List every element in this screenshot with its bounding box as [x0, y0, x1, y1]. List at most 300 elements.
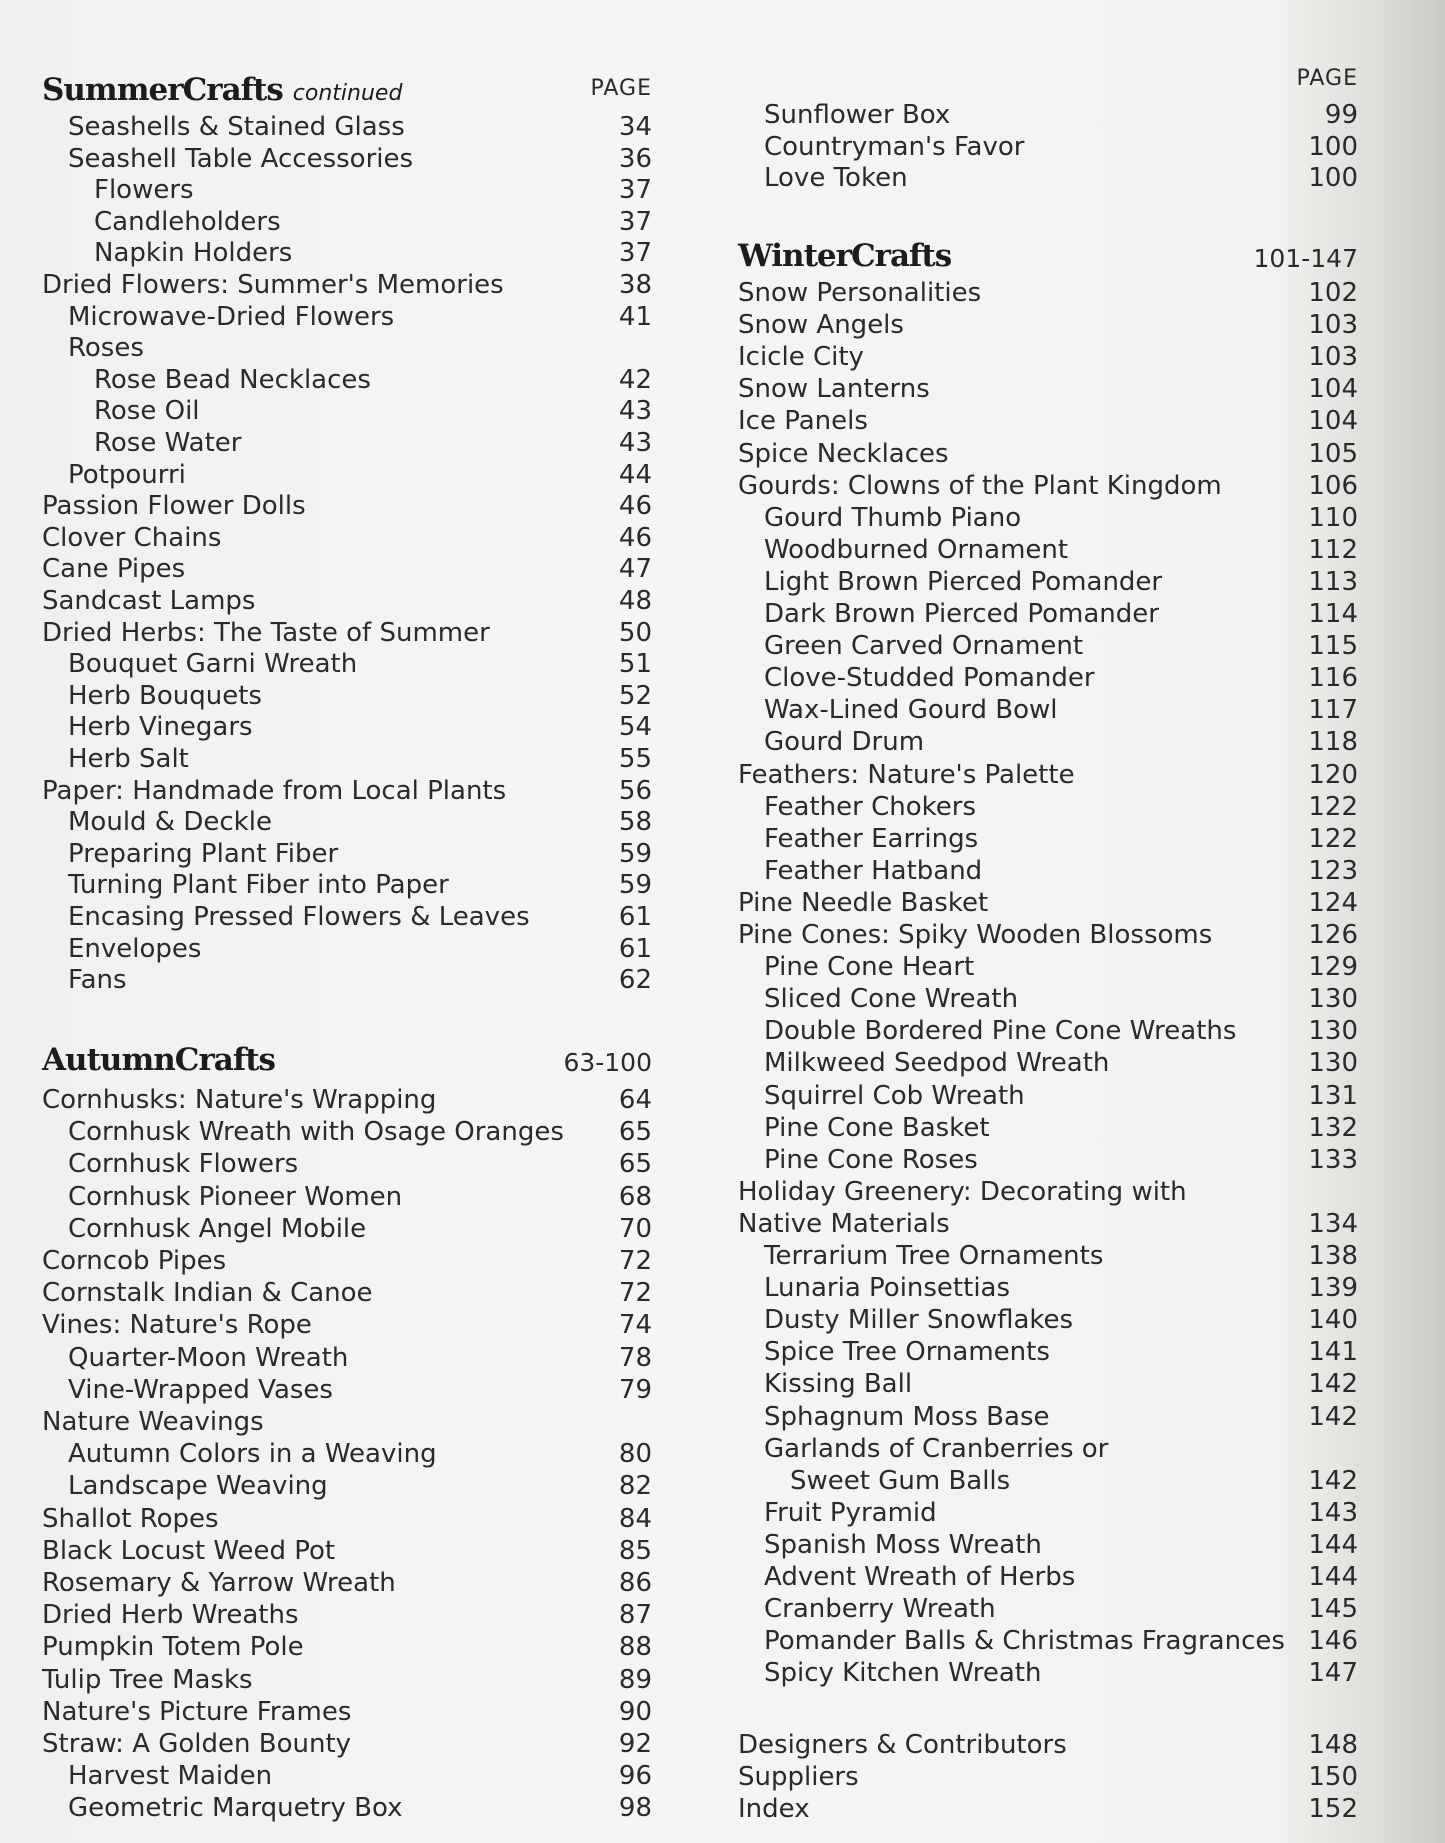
entry-page: 74 [618, 1310, 652, 1341]
toc-entry [738, 1209, 1358, 1241]
entry-title: Sweet Gum Balls [790, 1465, 1011, 1496]
toc-entry [42, 681, 652, 713]
entry-title: Encasing Pressed Flowers & Leaves [68, 902, 530, 932]
entry-title: Flowers [94, 175, 194, 206]
entry-title: Lunaria Poinsettias [764, 1273, 1011, 1304]
entry-title: Designers & Contributors [738, 1730, 1067, 1760]
entry-page: 61 [618, 902, 652, 932]
entry-title: Bouquet Garni Wreath [68, 649, 358, 680]
summer-crafts-header [42, 72, 652, 112]
entry-title: Feathers: Nature's Palette [738, 759, 1075, 790]
entry-title: Dried Herbs: The Taste of Summer [42, 617, 490, 648]
section-title: WinterCrafts [738, 238, 952, 274]
toc-entry [42, 238, 652, 270]
toc-entry [42, 1568, 652, 1600]
entry-title: Sliced Cone Wreath [764, 984, 1019, 1015]
toc-entry [738, 760, 1358, 792]
toc-entry [42, 112, 652, 144]
entry-title: Sunflower Box [764, 100, 951, 130]
toc-entry [42, 1536, 652, 1568]
toc-entry [738, 1145, 1358, 1177]
toc-entry [42, 1085, 652, 1117]
page-range: 63-100 [563, 1048, 652, 1077]
toc-entry [42, 934, 652, 966]
toc-entry [738, 1081, 1358, 1113]
entry-title: Straw: A Golden Bounty [42, 1729, 352, 1759]
toc-entry [738, 631, 1358, 663]
entry-page: 68 [618, 1181, 652, 1212]
entry-title: Potpourri [68, 459, 186, 490]
entry-page: 116 [1308, 663, 1358, 694]
entry-page: 41 [618, 301, 652, 332]
entry-title: Seashells & Stained Glass [68, 112, 405, 142]
entry-title: Fruit Pyramid [764, 1497, 937, 1528]
entry-title: Herb Bouquets [68, 680, 262, 711]
entry-title: Green Carved Ornament [764, 631, 1084, 662]
entry-title: Pine Cones: Spiky Wooden Blossoms [738, 920, 1213, 950]
entry-page: 113 [1308, 566, 1358, 597]
toc-entry [738, 663, 1358, 695]
entry-title: Snow Angels [738, 310, 904, 341]
toc-entry [738, 278, 1358, 310]
toc-entry [738, 100, 1358, 132]
entry-title: Cane Pipes [42, 554, 186, 585]
entry-title: Vine-Wrapped Vases [68, 1374, 333, 1405]
toc-entry [738, 1658, 1358, 1690]
toc-entry [738, 1762, 1358, 1794]
entry-page: 64 [618, 1085, 652, 1115]
entry-title: Nature Weavings [42, 1407, 264, 1437]
entry-page: 124 [1308, 887, 1358, 918]
entry-title: Spicy Kitchen Wreath [764, 1658, 1042, 1689]
toc-entry [738, 471, 1358, 503]
toc-entry [42, 1214, 652, 1246]
entry-page: 118 [1308, 727, 1358, 758]
toc-entry [738, 1730, 1358, 1762]
toc-entry [738, 1241, 1358, 1273]
entry-title: Dried Flowers: Summer's Memories [42, 270, 504, 300]
toc-entry [42, 396, 652, 428]
entry-page: 142 [1308, 1369, 1358, 1400]
entry-page: 70 [618, 1213, 652, 1244]
entry-page: 44 [618, 459, 652, 490]
entry-title: Terrarium Tree Ornaments [764, 1241, 1104, 1271]
entry-title: Pine Cone Heart [764, 952, 975, 983]
entry-title: Quarter-Moon Wreath [68, 1342, 349, 1373]
entry-title: Icicle City [738, 342, 864, 373]
toc-entry [738, 1434, 1358, 1466]
toc-entry [42, 1375, 652, 1407]
entry-page: 62 [618, 965, 652, 996]
entry-page: 100 [1308, 163, 1358, 193]
entry-title: Sphagnum Moss Base [764, 1401, 1050, 1432]
entry-title: Roses [68, 333, 144, 364]
entry-page: 130 [1308, 1016, 1358, 1047]
toc-entry [42, 965, 652, 997]
entry-page: 105 [1308, 438, 1358, 469]
entry-title: Microwave-Dried Flowers [68, 301, 395, 332]
entry-title: Spanish Moss Wreath [764, 1529, 1042, 1560]
toc-entry [42, 333, 652, 365]
toc-entry [738, 952, 1358, 984]
entry-title: Dried Herb Wreaths [42, 1600, 299, 1631]
entry-page: 129 [1308, 952, 1358, 983]
entry-page: 90 [618, 1696, 652, 1727]
entry-page: 65 [618, 1117, 652, 1148]
entry-page: 123 [1308, 855, 1358, 886]
entry-title: Dark Brown Pierced Pomander [764, 599, 1159, 629]
entry-title: Rose Water [94, 428, 242, 458]
toc-entry [42, 460, 652, 492]
entry-title: Pomander Balls & Christmas Fragrances [764, 1626, 1285, 1657]
entry-title: Suppliers [738, 1762, 859, 1792]
entry-title: Pine Cone Roses [764, 1144, 978, 1175]
toc-entry [42, 807, 652, 839]
toc-entry [42, 1729, 652, 1761]
entry-page: 100 [1308, 131, 1358, 162]
entry-page: 87 [618, 1600, 652, 1631]
winter-crafts-header [738, 238, 1358, 278]
entry-page: 34 [618, 112, 652, 142]
entry-title: Herb Vinegars [68, 712, 253, 743]
entry-page: 144 [1308, 1529, 1358, 1560]
entry-page: 85 [618, 1535, 652, 1566]
entry-page: 138 [1308, 1241, 1358, 1271]
toc-entry [738, 1369, 1358, 1401]
toc-entry [738, 1113, 1358, 1145]
toc-entry [738, 1562, 1358, 1594]
toc-entry [42, 839, 652, 871]
toc-entry [42, 1343, 652, 1375]
entry-page: 145 [1308, 1594, 1358, 1625]
entry-page: 104 [1308, 406, 1358, 437]
entry-page: 55 [618, 744, 652, 774]
entry-page: 140 [1308, 1305, 1358, 1336]
entry-title: Snow Lanterns [738, 374, 930, 405]
entry-page: 78 [618, 1342, 652, 1373]
entry-title: Rose Oil [94, 396, 200, 427]
entry-title: Advent Wreath of Herbs [764, 1562, 1076, 1592]
entry-title: Vines: Nature's Rope [42, 1310, 312, 1341]
entry-page: 54 [618, 712, 652, 743]
entry-title: Pine Cone Basket [764, 1112, 990, 1143]
toc-entry [738, 599, 1358, 631]
entry-page: 38 [618, 270, 652, 300]
toc-entry [42, 144, 652, 176]
entry-page: 133 [1308, 1144, 1358, 1175]
page-column-label: PAGE [1296, 66, 1358, 91]
entry-title: Nature's Picture Frames [42, 1696, 352, 1727]
entry-title: Cornstalk Indian & Canoe [42, 1278, 373, 1309]
entry-page: 47 [618, 554, 652, 585]
entry-page: 112 [1308, 534, 1358, 565]
entry-page: 86 [618, 1568, 652, 1598]
entry-title: Gourd Drum [764, 727, 925, 758]
toc-entry [42, 1793, 652, 1825]
entry-title: Spice Tree Ornaments [764, 1337, 1050, 1368]
entry-title: Sandcast Lamps [42, 586, 256, 616]
entry-title: Feather Hatband [764, 855, 983, 886]
entry-title: Fans [68, 965, 127, 996]
entry-title: Cornhusk Angel Mobile [68, 1213, 367, 1244]
entry-title: Native Materials [738, 1208, 950, 1239]
entry-page: 59 [618, 870, 652, 901]
toc-entry [738, 1530, 1358, 1562]
entry-page: 36 [618, 143, 652, 174]
entry-page: 134 [1308, 1208, 1358, 1239]
entry-page: 131 [1308, 1080, 1358, 1111]
toc-entry [738, 406, 1358, 438]
entry-title: Snow Personalities [738, 278, 982, 308]
toc-entry [42, 365, 652, 397]
toc-entry [738, 888, 1358, 920]
entry-page: 96 [618, 1761, 652, 1792]
toc-entry [738, 984, 1358, 1016]
entry-page: 104 [1308, 374, 1358, 405]
entry-page: 43 [618, 396, 652, 427]
entry-page: 148 [1308, 1730, 1358, 1760]
entry-title: Seashell Table Accessories [68, 143, 414, 174]
toc-entry [42, 618, 652, 650]
toc-entry [42, 870, 652, 902]
entry-page: 143 [1308, 1497, 1358, 1528]
entry-title: Feather Chokers [764, 791, 976, 822]
entry-page: 120 [1308, 759, 1358, 790]
entry-page: 142 [1308, 1401, 1358, 1432]
toc-entry [42, 744, 652, 776]
entry-title: Index [738, 1794, 810, 1824]
entry-page: 37 [618, 238, 652, 269]
entry-title: Geometric Marquetry Box [68, 1793, 403, 1824]
entry-title: Corncob Pipes [42, 1246, 227, 1276]
entry-page: 139 [1308, 1273, 1358, 1304]
entry-title: Spice Necklaces [738, 438, 949, 469]
page-column-label: PAGE [590, 76, 652, 101]
entry-title: Dusty Miller Snowflakes [764, 1305, 1074, 1336]
entry-title: Napkin Holders [94, 238, 293, 269]
toc-entry [738, 824, 1358, 856]
entry-page: 65 [618, 1149, 652, 1180]
toc-entry [42, 1182, 652, 1214]
entry-page: 103 [1308, 342, 1358, 373]
entry-page: 72 [618, 1278, 652, 1309]
toc-entry [738, 1626, 1358, 1658]
entry-page: 122 [1308, 823, 1358, 854]
entry-title: Cornhusks: Nature's Wrapping [42, 1085, 437, 1115]
entry-page: 56 [618, 775, 652, 806]
entry-page: 144 [1308, 1562, 1358, 1592]
entry-page: 114 [1308, 599, 1358, 629]
entry-page: 147 [1308, 1658, 1358, 1689]
entry-page: 59 [618, 838, 652, 869]
entry-page: 150 [1308, 1762, 1358, 1792]
entry-title: Candleholders [94, 206, 281, 237]
entry-page: 48 [618, 586, 652, 616]
toc-entry [738, 535, 1358, 567]
toc-entry [738, 1466, 1358, 1498]
entry-title: Cornhusk Wreath with Osage Oranges [68, 1117, 564, 1148]
toc-entry [738, 1594, 1358, 1626]
entry-page: 132 [1308, 1112, 1358, 1143]
entry-title: Envelopes [68, 933, 202, 964]
entry-page: 92 [618, 1729, 652, 1759]
entry-page: 102 [1308, 278, 1358, 308]
entry-title: Double Bordered Pine Cone Wreaths [764, 1016, 1237, 1047]
entry-page: 43 [618, 428, 652, 458]
toc-entry [42, 586, 652, 618]
toc-entry [42, 1439, 652, 1471]
toc-entry [738, 439, 1358, 471]
toc-entry [42, 1697, 652, 1729]
entry-page: 84 [618, 1503, 652, 1534]
entry-page: 130 [1308, 984, 1358, 1015]
entry-page: 82 [618, 1471, 652, 1502]
entry-page: 37 [618, 206, 652, 237]
entry-title: Squirrel Cob Wreath [764, 1080, 1025, 1111]
entry-title: Cornhusk Flowers [68, 1149, 299, 1180]
entry-page: 46 [618, 491, 652, 522]
entry-title: Feather Earrings [764, 823, 979, 854]
entry-page: 103 [1308, 310, 1358, 341]
entry-title: Woodburned Ornament [764, 534, 1069, 565]
entry-page: 141 [1308, 1337, 1358, 1368]
entry-title: Turning Plant Fiber into Paper [68, 870, 449, 901]
entry-page: 80 [618, 1439, 652, 1470]
entry-page: 98 [618, 1793, 652, 1824]
toc-entry [738, 1305, 1358, 1337]
entry-title: Herb Salt [68, 744, 189, 774]
entry-title: Holiday Greenery: Decorating with [738, 1176, 1187, 1207]
entry-title: Harvest Maiden [68, 1761, 273, 1792]
entry-title: Rosemary & Yarrow Wreath [42, 1568, 396, 1598]
entry-title: Gourds: Clowns of the Plant Kingdom [738, 470, 1222, 501]
toc-entry [42, 1117, 652, 1149]
toc-entry [738, 1402, 1358, 1434]
entry-title: Pumpkin Totem Pole [42, 1632, 304, 1663]
toc-entry [42, 1761, 652, 1793]
toc-entry [42, 175, 652, 207]
toc-entry [738, 310, 1358, 342]
entry-title: Landscape Weaving [68, 1471, 328, 1502]
entry-page: 51 [618, 649, 652, 680]
toc-entry [42, 1149, 652, 1181]
entry-page: 126 [1308, 920, 1358, 950]
toc-entry [738, 1016, 1358, 1048]
toc-entry [738, 1498, 1358, 1530]
entry-title: Preparing Plant Fiber [68, 838, 339, 869]
toc-entry [42, 1665, 652, 1697]
entry-page: 130 [1308, 1048, 1358, 1079]
entry-title: Clove-Studded Pomander [764, 663, 1095, 694]
entry-page: 79 [618, 1374, 652, 1405]
toc-entry [42, 1504, 652, 1536]
toc-entry [738, 1794, 1358, 1826]
section-title: SummerCrafts continued [42, 72, 403, 108]
entry-page: 99 [1324, 100, 1358, 130]
toc-entry [42, 1600, 652, 1632]
entry-page: 50 [618, 617, 652, 648]
entry-title: Black Locust Weed Pot [42, 1535, 336, 1566]
entry-page: 61 [618, 933, 652, 964]
toc-entry [42, 1278, 652, 1310]
toc-entry [738, 342, 1358, 374]
entry-page: 115 [1308, 631, 1358, 662]
entry-title: Light Brown Pierced Pomander [764, 566, 1163, 597]
entry-title: Rose Bead Necklaces [94, 364, 371, 395]
toc-entry [738, 1273, 1358, 1305]
entry-title: Mould & Deckle [68, 807, 272, 838]
entry-page: 110 [1308, 502, 1358, 533]
section-title: AutumnCrafts [42, 1042, 275, 1078]
toc-entry [42, 554, 652, 586]
toc-entry [738, 1048, 1358, 1080]
entry-page: 37 [618, 175, 652, 206]
toc-entry [738, 1337, 1358, 1369]
entry-title: Paper: Handmade from Local Plants [42, 775, 507, 806]
entry-title: Shallot Ropes [42, 1503, 219, 1534]
entry-title: Kissing Ball [764, 1369, 913, 1400]
toc-entry [738, 695, 1358, 727]
entry-title: Tulip Tree Masks [42, 1664, 253, 1695]
toc-entry [738, 856, 1358, 888]
entry-title: Clover Chains [42, 522, 222, 553]
toc-entry [42, 1246, 652, 1278]
entry-title: Ice Panels [738, 406, 868, 437]
entry-title: Passion Flower Dolls [42, 491, 306, 522]
toc-entry [42, 902, 652, 934]
entry-page: 89 [618, 1664, 652, 1695]
toc-entry [42, 1632, 652, 1664]
entry-title: Pine Needle Basket [738, 887, 989, 918]
entry-title: Cornhusk Pioneer Women [68, 1181, 403, 1212]
entry-page: 42 [618, 364, 652, 395]
toc-entry [42, 207, 652, 239]
toc-entry [738, 727, 1358, 759]
entry-page: 152 [1308, 1794, 1358, 1824]
entry-title: Garlands of Cranberries or [764, 1433, 1109, 1464]
entry-page: 46 [618, 522, 652, 553]
toc-entry [738, 1177, 1358, 1209]
entry-page: 117 [1308, 695, 1358, 726]
entry-page: 142 [1308, 1465, 1358, 1496]
entry-title: Countryman's Favor [764, 131, 1025, 162]
continued-label: continued [292, 81, 403, 106]
entry-title: Milkweed Seedpod Wreath [764, 1048, 1110, 1079]
toc-entry [738, 920, 1358, 952]
entry-page: 58 [618, 807, 652, 838]
entry-title: Wax-Lined Gourd Bowl [764, 695, 1058, 726]
page-range: 101-147 [1253, 244, 1358, 273]
toc-entry [42, 712, 652, 744]
entry-page: 88 [618, 1632, 652, 1663]
toc-entry [42, 523, 652, 555]
autumn-crafts-header [42, 1042, 652, 1082]
toc-entry [42, 1407, 652, 1439]
toc-entry [42, 270, 652, 302]
entry-page: 146 [1308, 1626, 1358, 1657]
entry-page: 122 [1308, 791, 1358, 822]
toc-entry [738, 503, 1358, 535]
toc-entry [42, 649, 652, 681]
toc-entry [42, 428, 652, 460]
toc-entry [42, 302, 652, 334]
entry-title: Gourd Thumb Piano [764, 502, 1022, 533]
toc-entry [738, 163, 1358, 195]
entry-page: 52 [618, 680, 652, 711]
toc-entry [738, 374, 1358, 406]
toc-entry [738, 567, 1358, 599]
entry-page: 72 [618, 1246, 652, 1276]
